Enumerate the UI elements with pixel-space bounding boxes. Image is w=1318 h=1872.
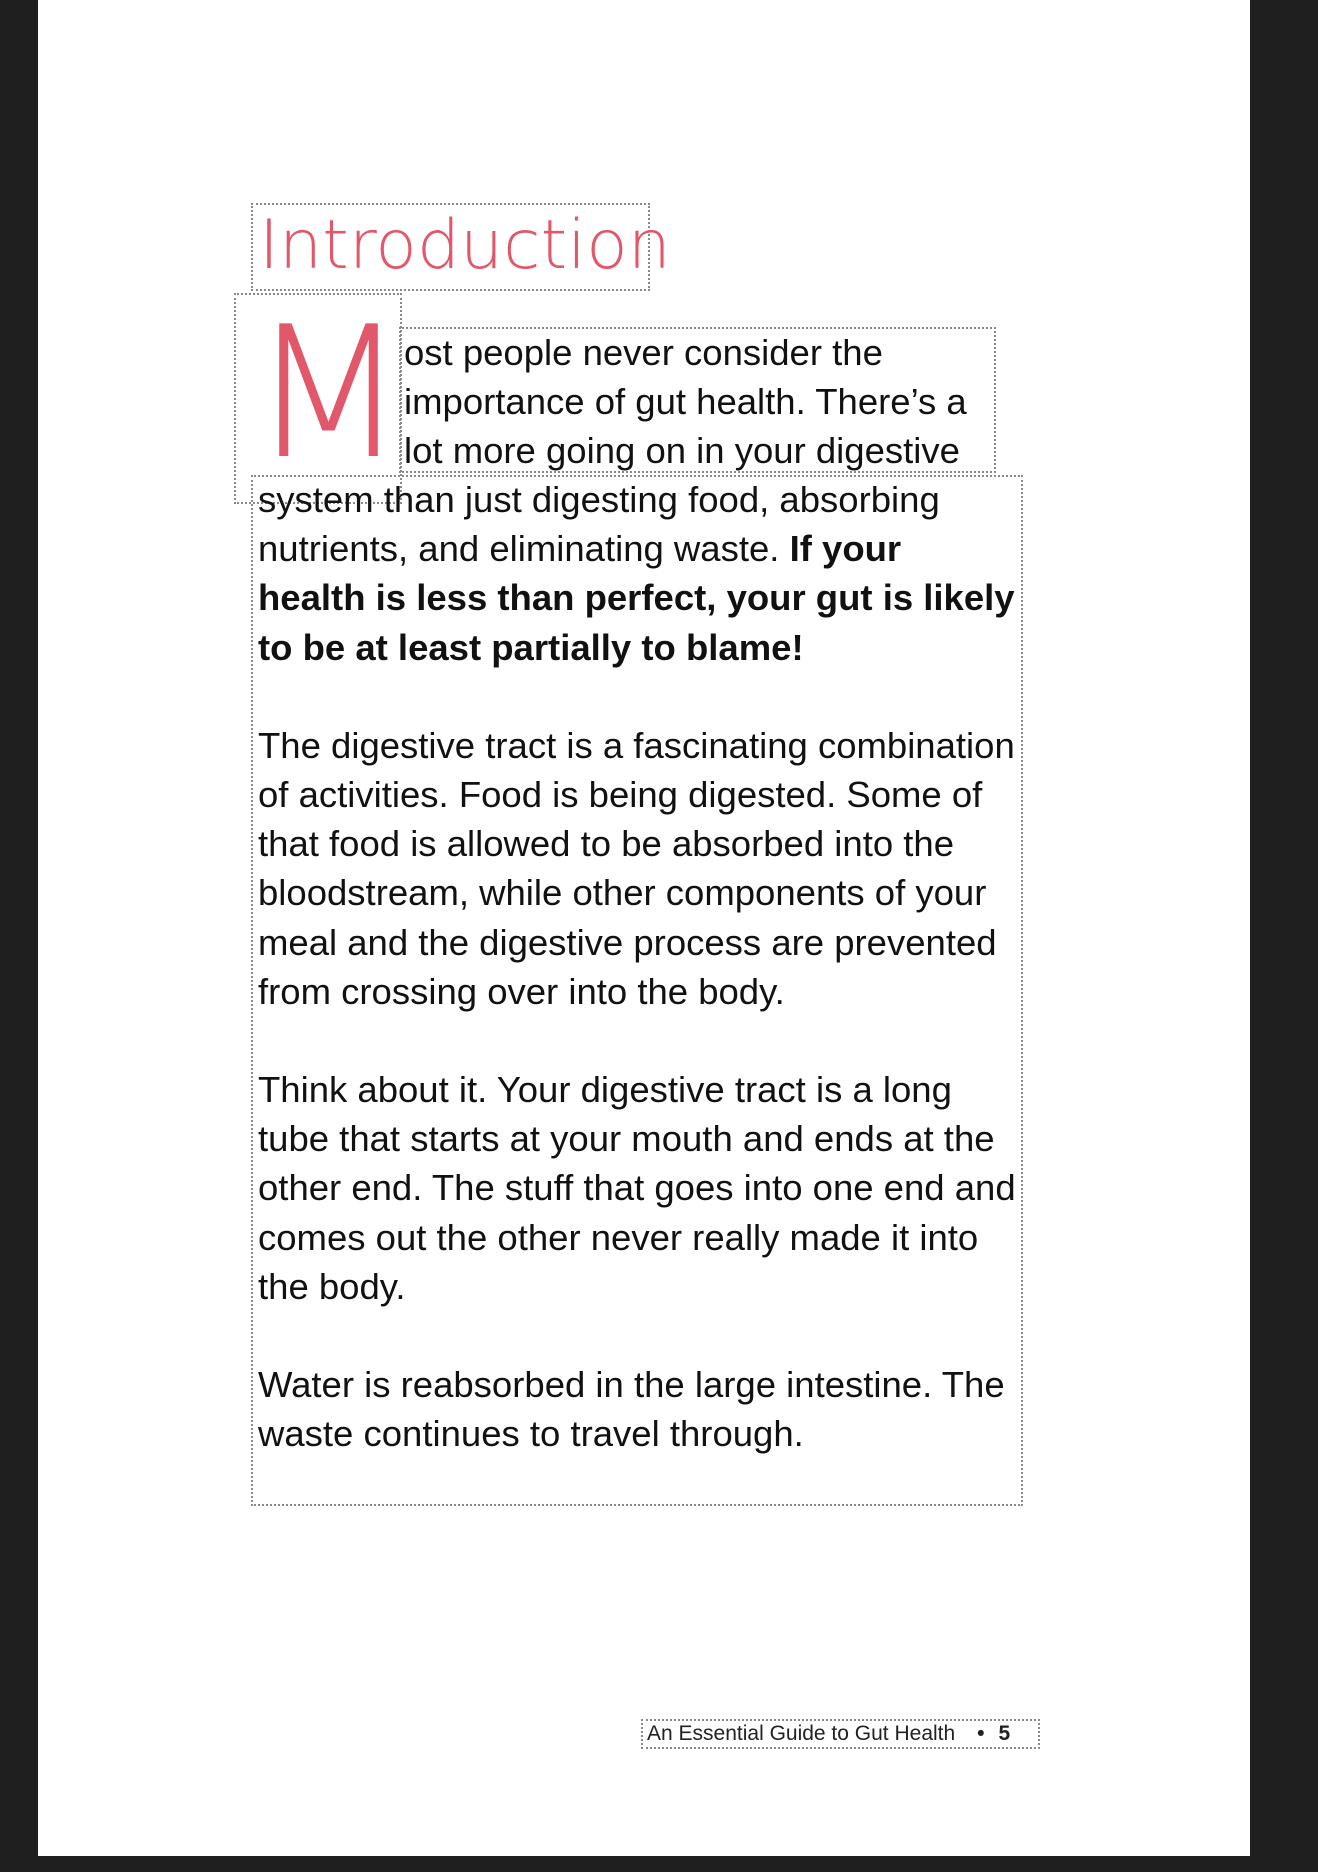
paragraph-think-about-it: Think about it. Your digestive tract is a long tube that starts at your mouth and ends at the other end. The stuff that goes into one end and comes out the other never really made it into the body.: [258, 1069, 1016, 1307]
section-heading: Introduction: [259, 206, 671, 285]
body-text: [258, 475, 1028, 1507]
body-line: nutrients, and eliminating waste.: [258, 528, 780, 570]
drop-cap-letter: M: [250, 287, 408, 499]
page-number: 5: [998, 1722, 1011, 1745]
lead-line: ost people never consider the: [404, 332, 883, 373]
emphasis-text: health is less than perfect, your gut is likely: [258, 577, 1015, 619]
page-footer: [647, 1721, 1010, 1747]
footer-book-title: An Essential Guide to Gut Health: [647, 1722, 956, 1745]
lead-line: importance of gut health. There’s a: [404, 381, 967, 423]
paragraph-digestive-tract: The digestive tract is a fascinating combination of activities. Food is being digested. Some of that food is allowed to be absorbed into the bloodstream, while other components of your meal and the digestive process are prevented from crossing over into the body.: [258, 724, 1015, 1012]
intro-paragraph-continued: [258, 475, 1028, 672]
emphasis-text: to be at least partially to blame!: [258, 626, 804, 668]
lead-line: lot more going on in your digestive: [404, 430, 960, 472]
body-line: system than just digesting food, absorbing: [258, 479, 940, 520]
emphasis-text: If your: [789, 528, 902, 570]
document-page: [38, 0, 1250, 1856]
lead-paragraph: [404, 328, 1004, 476]
footer-separator: •: [977, 1722, 985, 1745]
paragraph-water: Water is reabsorbed in the large intestine. The waste continues to travel through.: [258, 1364, 1005, 1455]
